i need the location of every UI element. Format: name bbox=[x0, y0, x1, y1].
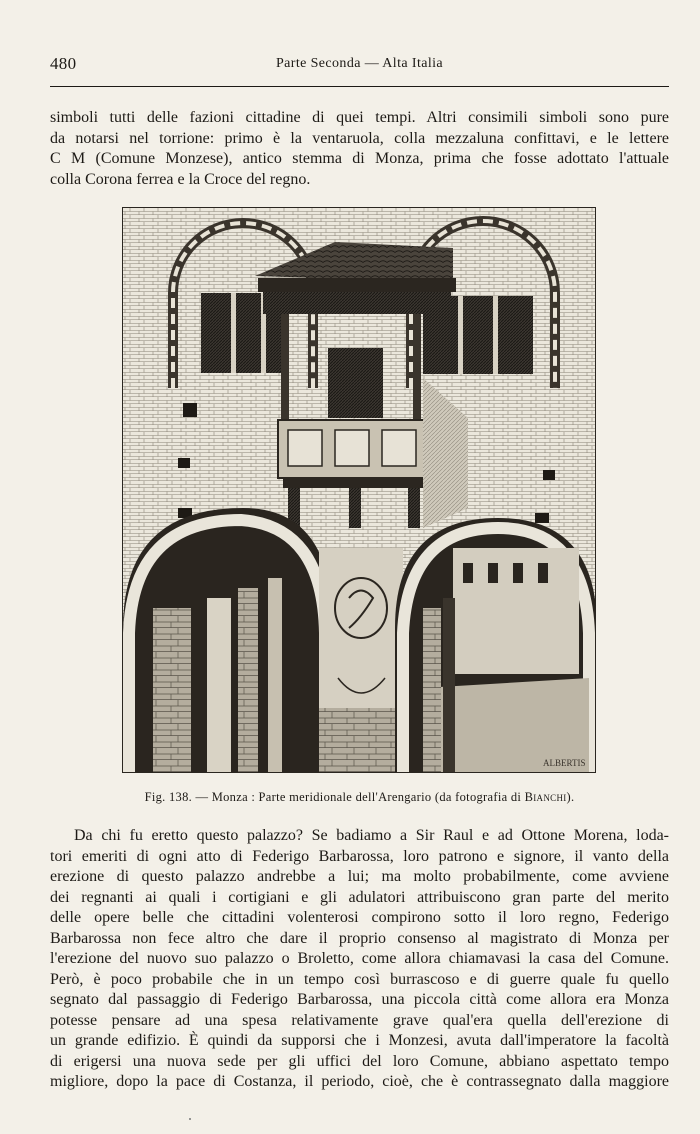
caption-end: ). bbox=[566, 790, 575, 804]
text-line: un grande edifizio. È quindi da supporsi che i Monzesi, avuta dall'imperatore la facoltà bbox=[50, 1032, 669, 1049]
header-rule bbox=[50, 86, 669, 87]
text-line: da notarsi nel torrione: primo è la ventaruola, colla mezzaluna confittavi, e le lettere bbox=[50, 129, 669, 147]
caption-text: Fig. 138. — Monza : Parte meridionale dell'Arengario (da fotografia di bbox=[144, 790, 525, 804]
text-line: potesse pensare ad una spesa relativamente grave qual'era quella dell'erezione di bbox=[50, 1011, 669, 1029]
text-line: di erigersi una nuova sede per gli uffici del loro Comune, abbiano aspettato tempo bbox=[50, 1052, 669, 1070]
engraver-signature: ALBERTIS bbox=[543, 758, 586, 768]
text-line: Però, è poco probabile che in un tempo così burrascoso e di guerre quale fu quello bbox=[50, 970, 669, 988]
text-line: dei regnanti ai quali i cortigiani e gli adulatori attribuiscono gran parte del merito bbox=[50, 888, 669, 906]
text-line: simboli tutti delle fazioni cittadine di quei tempi. Altri consimili simboli sono pure bbox=[50, 109, 669, 126]
text-line: tori emeriti di ogni atto di Federigo Barbarossa, loro patrono e signore, il vanto della bbox=[50, 847, 669, 865]
text-line: migliore, dopo la pace di Costanza, il periodo, cioè, che è contrassegnato dalla maggiore bbox=[50, 1073, 669, 1090]
caption-author: Bianchi bbox=[524, 790, 567, 804]
central-pier bbox=[319, 548, 403, 773]
page-number: 480 bbox=[50, 54, 77, 73]
text-line: l'erezione del nuovo suo palazzo o Broletto, come allora chiamavasi la casa del Comune. bbox=[50, 950, 669, 967]
text-line: segnato dal passaggio di Federigo Barbarossa, una piccola città come allora era Monza bbox=[50, 991, 669, 1008]
intro-paragraph bbox=[50, 108, 669, 190]
arengario-engraving bbox=[122, 207, 596, 773]
right-arch bbox=[395, 518, 596, 773]
running-title: Parte Seconda — Alta Italia bbox=[275, 56, 444, 71]
page-header bbox=[50, 54, 669, 80]
text-line: Barbarossa non fece altro che dare il proprio consenso al magistrato di Monza per bbox=[50, 929, 669, 947]
text-line: Da chi fu eretto questo palazzo? Se badiamo a Sir Raul e ad Ottone Morena, loda- bbox=[74, 827, 669, 844]
text-line: colla Corona ferrea e la Croce del regno. bbox=[50, 170, 311, 188]
text-line: C M (Comune Monzese), antico stemma di Monza, prima che fosse adottato l'attuale bbox=[50, 150, 669, 167]
print-speck bbox=[189, 1118, 191, 1120]
figure-caption bbox=[50, 790, 669, 805]
left-arch bbox=[123, 508, 333, 773]
text-line: delle opere belle che cittadini volenterosi compirono sotto il loro regno, Federigo bbox=[50, 909, 669, 926]
main-paragraph bbox=[50, 826, 669, 1093]
text-line: erezione di questo palazzo andrebbe a lui; ma molto probabilmente, come avviene bbox=[50, 868, 669, 885]
